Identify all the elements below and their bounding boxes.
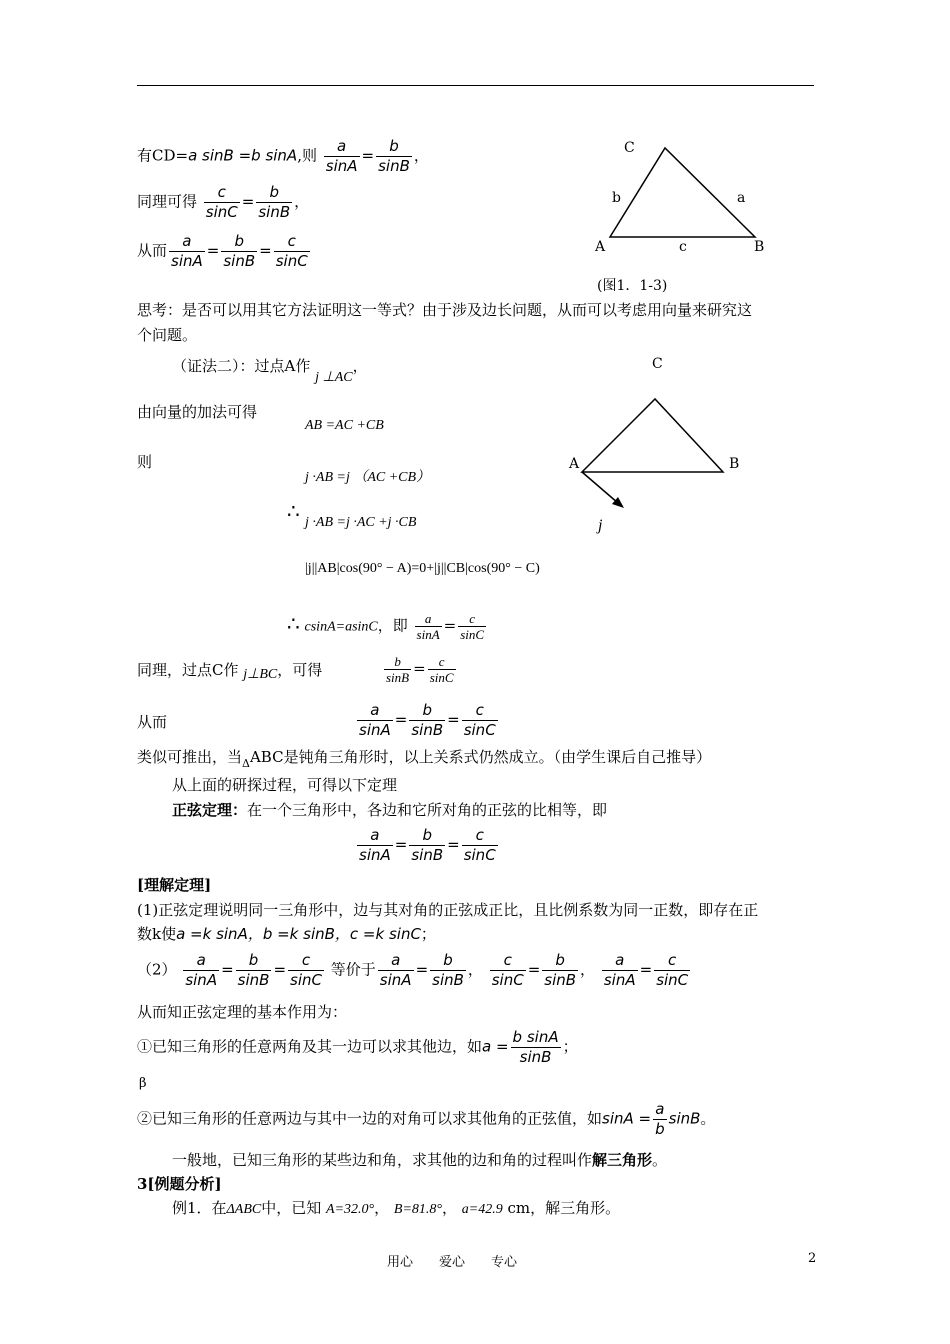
triangle-abc (582, 399, 723, 472)
fraction (490, 951, 526, 990)
vector-figure-2 (560, 350, 760, 540)
num: c (462, 701, 498, 721)
den: sinA (171, 252, 203, 270)
use-1 (137, 1028, 578, 1067)
line-thus (137, 232, 312, 271)
den: sinB (411, 846, 444, 864)
side-c-label: c (679, 239, 687, 255)
math: B=81.8° (393, 1202, 443, 1217)
num: c (428, 654, 456, 670)
text: （2） (137, 960, 177, 979)
fraction (169, 232, 205, 271)
sine-rule-2 (355, 826, 500, 865)
eq: = (221, 960, 234, 979)
fraction (462, 701, 498, 740)
side-a-label: a (737, 190, 746, 206)
text: ①已知三角形的任意两角及其一边可以求其他边，如 (137, 1037, 483, 1056)
theorem-text: 在一个三角形中，各边和它所对角的正弦的比相等，即 (247, 801, 608, 819)
den: sinC (656, 971, 689, 989)
den: sinC (463, 721, 496, 739)
text: 类似可推出，当 (137, 748, 243, 766)
den: sinB (223, 252, 256, 270)
text: ，即 (377, 616, 408, 635)
eq: = (639, 960, 653, 979)
fraction (288, 951, 324, 990)
den: sinA (359, 721, 391, 739)
math: a = (482, 1037, 509, 1056)
vector-j-label: j (598, 517, 603, 534)
den: sinB (544, 971, 577, 989)
therefore-symbol: ∴ (287, 611, 300, 636)
den: sinB (386, 670, 410, 685)
line-tongli-c (137, 660, 322, 682)
fraction (511, 1028, 561, 1067)
fraction (653, 1100, 667, 1139)
math: ΔABC (226, 1202, 262, 1217)
text: 一般地，已知三角形的某些边和角，求其他的边和角的过程叫作 (172, 1151, 593, 1169)
num: c (288, 951, 324, 971)
den: sinA (185, 971, 218, 989)
text: ； (562, 1037, 578, 1056)
vertex-c-label: C (652, 356, 663, 372)
use-2 (137, 1100, 715, 1139)
num: b (542, 951, 578, 971)
text: ， (294, 192, 310, 211)
den: sinB (432, 971, 464, 989)
term-solve-triangle: 解三角形 (592, 1151, 653, 1169)
line-csin: ∴ csinA=asinC，即 $\frac{a}{\sin A}$ = $\frac{c}{\sin C}$ (287, 611, 485, 642)
den: sinC (429, 670, 454, 685)
math: a =k sinA，b =k sinB，c =k sinC (176, 925, 421, 943)
theorem-line (172, 800, 607, 820)
vertex-b-label: B (729, 456, 740, 472)
equation-abs: |j||AB|cos(90° − A)=0+|j||CB|cos(90° − C) (305, 561, 540, 576)
basic-use-text: 从而知正弦定理的基本作用为： (137, 1003, 348, 1021)
vertex-b-label: B (754, 239, 765, 255)
fraction (204, 183, 240, 222)
num: a (415, 611, 442, 627)
math: A=32.0° (326, 1202, 375, 1217)
math: a=42.9 (461, 1202, 503, 1217)
num: b (409, 701, 445, 721)
text: ABC是钝角三角形时，以上关系式仍然成立。（由学生课后自己推导） (249, 748, 712, 766)
num: b (256, 183, 292, 203)
text: ， (352, 357, 368, 375)
fraction (415, 611, 442, 642)
math: j ⊥AC (315, 370, 353, 385)
num: b (236, 951, 272, 971)
text: ； (420, 925, 436, 943)
eq: = (394, 835, 408, 854)
proof-two-line (172, 356, 368, 385)
fraction (324, 137, 360, 176)
math: sinB (668, 1109, 701, 1128)
side-b-label: b (612, 190, 621, 206)
text: ，可得 (277, 661, 323, 679)
num: b sinA (512, 1028, 559, 1046)
math: sinA = (602, 1109, 652, 1128)
text: 中，已知 (261, 1199, 322, 1217)
num: b (409, 826, 445, 846)
text: ②已知三角形的任意两边与其中一边的对角可以求其他角的正弦值，如 (137, 1109, 603, 1128)
section-examples: 3[例题分析] (137, 1175, 222, 1193)
den: sinB (237, 971, 270, 989)
den: sinC (491, 971, 524, 989)
text: 同理可得 (137, 192, 198, 211)
eq: = (447, 835, 460, 854)
text: ,则 (297, 146, 317, 165)
text: 数k使 (137, 925, 177, 943)
fraction (542, 951, 578, 990)
math: csinA=asinC (304, 619, 378, 635)
den: sinC (290, 971, 322, 989)
thinking-line-1: 思考：是否可以用其它方法证明这一等式？由于涉及边长问题，从而可以考虑用向量来研究这 (137, 301, 753, 319)
eq: = (273, 960, 287, 979)
fraction (654, 951, 690, 990)
text: 同理，过点C作 (137, 661, 239, 679)
fraction (376, 137, 412, 176)
num: b (384, 654, 411, 670)
eq: = (394, 710, 408, 729)
den: sinA (416, 627, 440, 642)
theorem-title: 正弦定理： (172, 801, 248, 819)
vector-addition-text: 由向量的加法可得 (137, 403, 258, 421)
den: sinB (519, 1048, 552, 1066)
den: sinA (603, 971, 636, 989)
den: sinB (378, 157, 410, 175)
num: a (324, 137, 360, 157)
vertex-c-label: C (624, 140, 635, 156)
text: 。 (652, 1151, 668, 1169)
text-then: 则 (137, 453, 153, 471)
fraction (602, 951, 638, 990)
text: ， (467, 960, 483, 979)
den: sinC (463, 846, 496, 864)
num: a (357, 701, 393, 721)
triangle-figure-1 (590, 135, 780, 295)
fraction (462, 826, 498, 865)
num: a (357, 826, 393, 846)
fraction (458, 611, 486, 642)
fraction (430, 951, 466, 990)
den: sinA (359, 846, 391, 864)
vertex-a-label: A (569, 456, 580, 472)
stray-beta: β (139, 1076, 147, 1091)
eq: = (415, 960, 429, 979)
text: 。 (700, 1109, 716, 1128)
figure-caption: (图1．1-3) (597, 278, 668, 294)
fraction (256, 183, 292, 222)
den: b (655, 1120, 665, 1138)
fraction (384, 654, 411, 685)
text: 等价于 (330, 960, 376, 979)
num: c (204, 183, 240, 203)
den: sinC (205, 203, 238, 221)
fraction (357, 826, 393, 865)
eq: = (206, 241, 220, 260)
den: sinB (258, 203, 291, 221)
fraction (183, 951, 219, 990)
understand-1b (137, 924, 436, 944)
eq: = (527, 960, 541, 979)
math: j⊥BC (243, 667, 278, 682)
fraction (428, 654, 456, 685)
text-from-above: 从上面的研探过程，可得以下定理 (172, 776, 398, 794)
den: sinB (411, 721, 444, 739)
num: a (602, 951, 638, 971)
fraction (236, 951, 272, 990)
num: a (169, 232, 205, 252)
text: cm，解三角形。 (507, 1199, 621, 1217)
num: b (221, 232, 257, 252)
text: （证法二）：过点A作 (172, 357, 311, 375)
num: c (458, 611, 486, 627)
eq: = (241, 192, 255, 211)
fraction (357, 701, 393, 740)
thinking-line-2: 个问题。 (137, 326, 198, 344)
vector-j-line (582, 472, 618, 503)
understand-1a: (1)正弦定理说明同一三角形中，边与其对角的正弦成正比，且比例系数为同一正数，即存在正 (137, 901, 759, 919)
therefore-symbol: ∴ (287, 499, 300, 523)
footer-motto: 用心 爱心 专心 (387, 1255, 518, 1270)
sine-rule-1 (355, 701, 500, 740)
fraction (378, 951, 414, 990)
text: 从而 (137, 241, 168, 260)
fraction (221, 232, 257, 271)
example-1: 例1．在ΔABC中，已知 A=32.0°， B=81.8°， a=42.9 cm，解三角形。 (172, 1199, 621, 1217)
num: c (462, 826, 498, 846)
equation-j1: j ·AB =j （AC +CB） (305, 470, 431, 485)
num: b (430, 951, 466, 971)
num: a (183, 951, 219, 971)
math: a sinB =b sinA (188, 146, 298, 165)
num: a (378, 951, 414, 971)
line-cd (137, 137, 429, 176)
den: sinA (325, 157, 358, 175)
fraction-b-c: $\frac{b}{\sin B}$ = $\frac{c}{\sin C}$ (386, 654, 454, 685)
triangle-abc (610, 148, 755, 237)
vertex-a-label: A (595, 239, 606, 255)
den: sinC (460, 627, 485, 642)
equation-j2: j ·AB =j ·AC +j ·CB (305, 515, 417, 530)
text: ， (580, 960, 596, 979)
fraction (409, 826, 445, 865)
eq: = (259, 241, 272, 260)
understand-2 (137, 951, 692, 990)
equation-ab: AB =AC +CB (305, 418, 384, 433)
section-understand: [理解定理] (137, 876, 212, 894)
eq: = (447, 710, 460, 729)
text: 有CD= (137, 146, 189, 165)
eq: = (361, 146, 375, 165)
fraction (409, 701, 445, 740)
text-thus: 从而 (137, 713, 168, 731)
den: sinA (379, 971, 412, 989)
text: ， (413, 146, 429, 165)
num: b (376, 137, 412, 157)
num: c (274, 232, 310, 252)
den: sinC (275, 252, 308, 270)
line-obtuse (137, 747, 711, 769)
delta-symbol: Δ (242, 757, 250, 770)
fraction (274, 232, 310, 271)
num: c (490, 951, 526, 971)
general-line (172, 1150, 667, 1170)
line-similar (137, 183, 309, 222)
page-number: 2 (808, 1251, 817, 1266)
text: 例1．在 (172, 1199, 227, 1217)
num: a (653, 1100, 667, 1120)
header-rule (137, 85, 814, 86)
num: c (654, 951, 690, 971)
